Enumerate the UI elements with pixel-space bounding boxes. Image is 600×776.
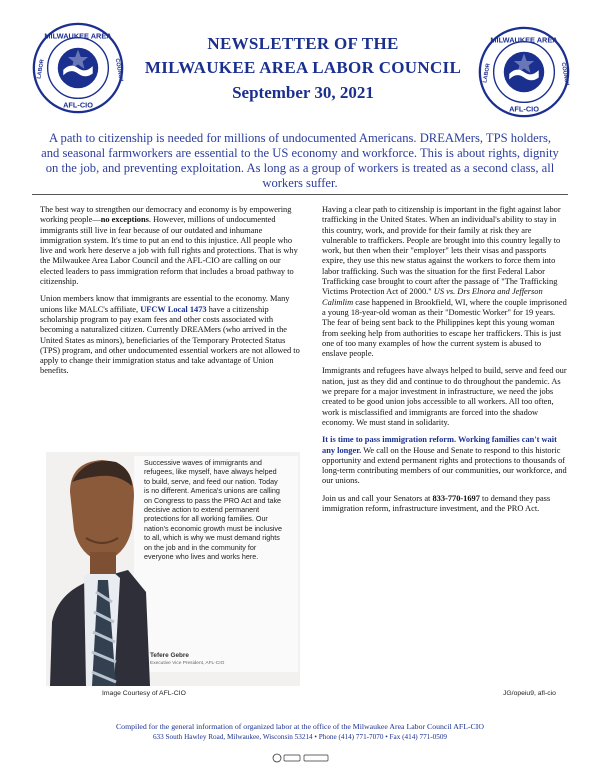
left-column [40, 205, 302, 384]
left-paragraph-2 [40, 294, 302, 376]
right-paragraph-3 [322, 435, 568, 486]
svg-text:AFL-CIO: AFL-CIO [63, 100, 93, 110]
text-run: We call on the House and Senate to respond to this historic opportunity and extend permanent rights and protections to thousands of long-term contributing members of our communities, our workforce, and our unions. [322, 445, 567, 486]
svg-text:COUNCIL: COUNCIL [559, 62, 570, 88]
labor-council-seal-right [478, 26, 570, 118]
image-credit: Image Courtesy of AFL-CIO [102, 690, 186, 697]
masthead-date: September 30, 2021 [232, 83, 374, 102]
right-column [322, 205, 568, 521]
text-run: . However, millions of undocumented immigrants still live in fear because of our outdated and inhumane immigration system. It's time to put an end to this injustice. All people who live and work here deserve a job with full rights and protections. That is why the Milwaukee Area Labor Council and the AFL-CIO are calling on our elected leaders to pass immigration reform that includes a broad pathway to citizenship. [40, 215, 298, 287]
left-paragraph-1 [40, 205, 302, 287]
quote-author: Tefere Gebre [150, 652, 189, 659]
text-run: have a citizenship scholarship program to pay exam fees and other costs associated with becoming a naturalized citizen. Currently DREAMers (who arrived in the United States as minors), beneficiaries of the Temporary Protected Status (TPS) program, and other undocumented essential workers are not allowed to apply to change their immigration status and take advantage of Union benefits. [40, 304, 300, 376]
labor-council-seal-left [32, 22, 124, 114]
right-paragraph-2: Immigrants and refugees have always helped to build, serve and feed our nation, just as they did and continue to do throughout the pandemic. As we prepare for a major investment in infrastructure, we need the jobs created to be good union jobs accessible to all workers. All too often, work is misclassified and immigrants are forced into the shadow economy. We must stand in solidarity. [322, 366, 567, 427]
footer-address: 633 South Hawley Road, Milwaukee, Wisconsin 53214 • Phone (414) 771-7070 • Fax (414) 771-0509 [152, 733, 448, 741]
union-name: UFCW Local 1473 [140, 304, 207, 314]
quote-author-title: Executive Vice President, AFL-CIO [150, 661, 225, 666]
text-run: Join us and call your Senators at [322, 493, 433, 503]
union-bug-credit: JG/opeiu9, afl-cio [503, 690, 556, 697]
svg-text:MILWAUKEE AREA: MILWAUKEE AREA [44, 31, 112, 41]
footer [60, 722, 540, 742]
emphasis: no exceptions [100, 215, 149, 225]
pull-quote: Successive waves of immigrants and refugees, like myself, have always helped to build, serve, and feed our nation. Today is no different. America's unions are calling on Congress to pass the PRO Act and take decisive action to extend permanent protections for all working families. Our nation's economic growth must be inclusive to all, which is why we must demand rights on the job and in the community for everyone who lives and works here. [144, 458, 283, 562]
right-paragraph-4 [322, 494, 568, 515]
svg-text:AFL-CIO: AFL-CIO [509, 104, 539, 114]
lead-paragraph: A path to citizenship is needed for millions of undocumented Americans. DREAMers, TPS holders, and seasonal farmworkers are essential to the US economy and workforce. This is about rights, dignity on the job, and preventing exploitation. As long as a group of workers is treated as a second class, all workers suffer. [41, 131, 559, 190]
footer-line1: Compiled for the general information of organized labor at the office of the Milwaukee Area Labor Council AFL-CIO [115, 722, 484, 731]
svg-text:MILWAUKEE AREA: MILWAUKEE AREA [490, 35, 558, 45]
phone-number: 833-770-1697 [432, 493, 480, 503]
text-run: Union members know that immigrants are essential to the economy. Many unions like MALC's affiliate, [40, 294, 290, 314]
divider [32, 194, 568, 195]
case-name: US vs. Drs Elnora and Jefferson Calimlim [322, 287, 543, 307]
text-run: Having a clear path to citizenship is important in the fight against labor trafficking in the United States. When an individual's ability to stay in this country, work, and provide for their family at risk they are vulnerable to traffickers. People are brought into this country legally to work, but then when their "employer" lets their visas and passports expire, they use this new status against the workers to force them into labor trafficking. Such was the situation for the first Federal Labor Trafficking case brought to court after the passage of "The Trafficking Victims Protection Act of 2000." [322, 205, 561, 297]
masthead [140, 32, 466, 106]
union-bug-icon [272, 753, 330, 763]
right-paragraph-1 [322, 205, 568, 359]
svg-text:LABOR: LABOR [482, 63, 492, 84]
call-to-action-heading: It is time to pass immigration reform. Working families can't wait any longer. [322, 435, 557, 455]
text-run: case happened in Brookfield, WI, where the couple imprisoned a young 18-year-old woman as their "Domestic Worker" for 19 years. The fear of being sent back to the Philippines kept this young woman from seeking help from authorities to escape her traffickers. This is just one of too many examples of how the current system is abused to enslave people. [322, 297, 567, 359]
svg-text:COUNCIL: COUNCIL [113, 58, 124, 84]
text-run: to demand they pass immigration reform, infrastructure investment, and the PRO Act. [322, 493, 551, 514]
masthead-line2: MILWAUKEE AREA LABOR COUNCIL [144, 58, 462, 77]
svg-text:LABOR: LABOR [36, 59, 46, 80]
text-run: The best way to strengthen our democracy and economy is by empowering working people— [40, 205, 292, 225]
masthead-line1: NEWSLETTER OF THE [207, 34, 399, 53]
